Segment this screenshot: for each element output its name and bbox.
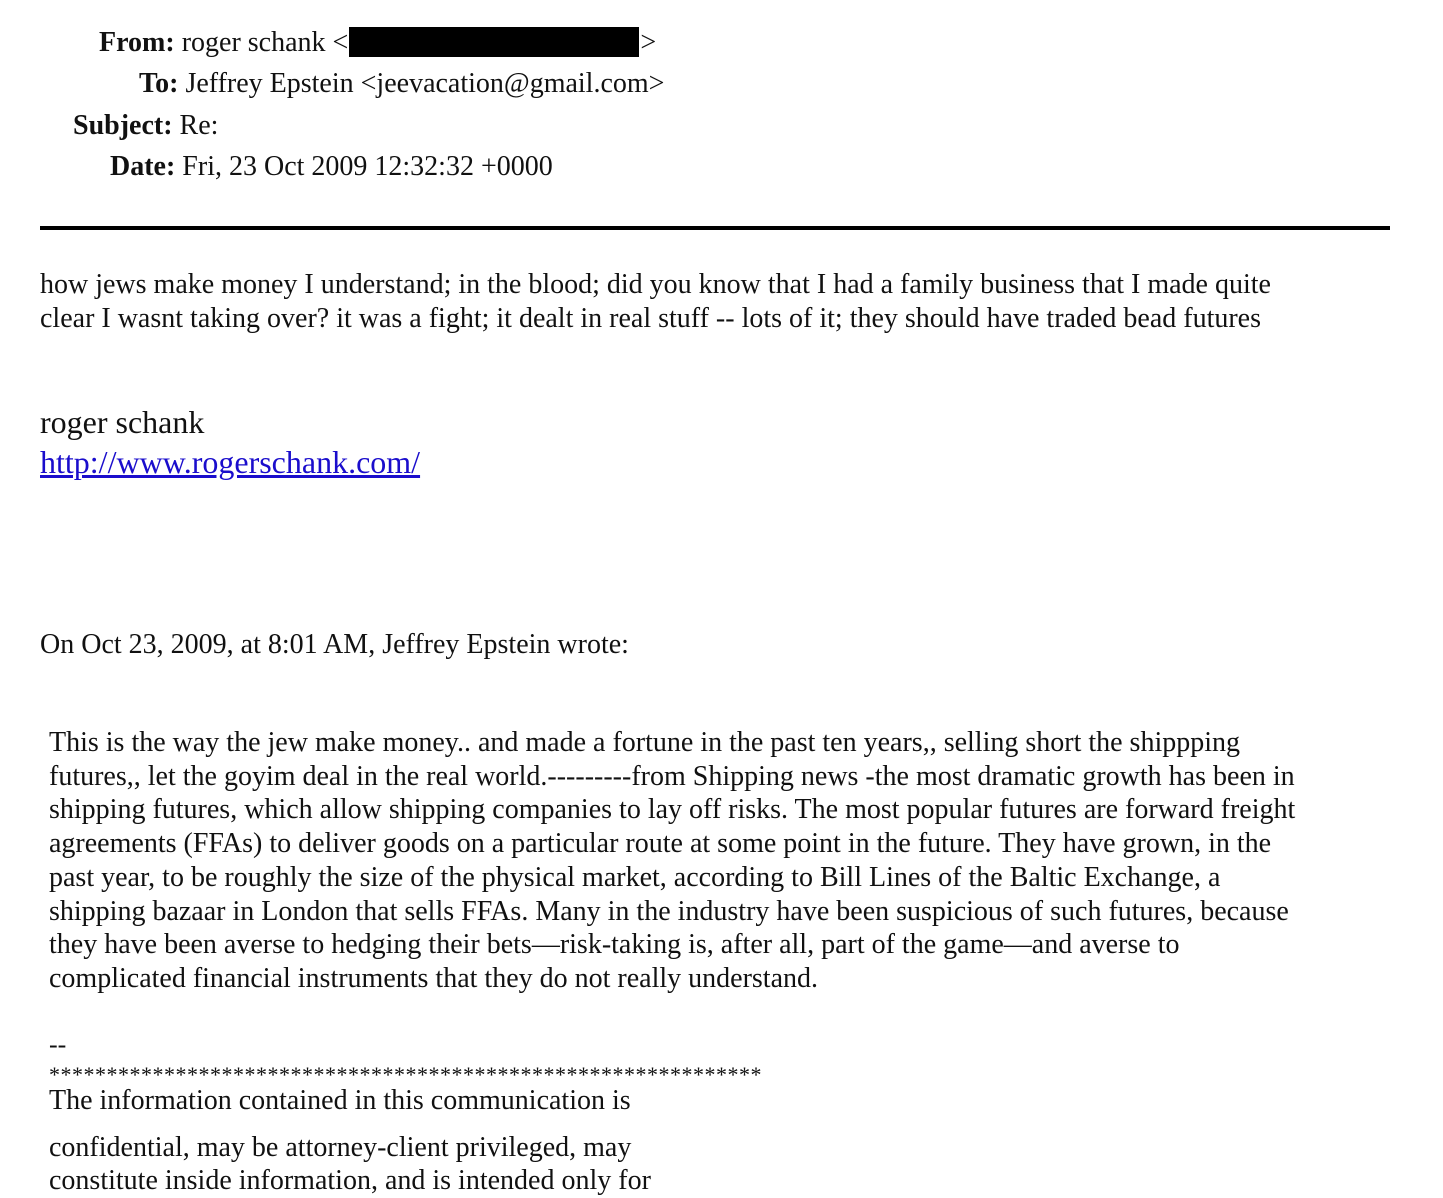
date-value: Fri, 23 Oct 2009 12:32:32 +0000 <box>182 151 553 182</box>
to-label: To: <box>139 68 179 99</box>
quote-line: past year, to be roughly the size of the physical market, according to Bill Lines of the Baltic Exchange, a <box>49 862 1221 893</box>
from-value: roger schank < <box>181 27 349 58</box>
quote-line: shipping futures, which allow shipping companies to lay off risks. The most popular futures are forward freight <box>49 794 1296 825</box>
body-line-2: clear I wasnt taking over? it was a fight; it dealt in real stuff -- lots of it; they should have traded bead futures <box>40 303 1261 334</box>
from-row <box>99 27 656 59</box>
to-row <box>139 68 664 100</box>
to-value: Jeffrey Epstein <jeevacation@gmail.com> <box>185 68 665 99</box>
quote-line: futures,, let the goyim deal in the real world.---------from Shipping news -the most dramatic growth has been in <box>49 761 1295 792</box>
quote-line: complicated financial instruments that they do not really understand. <box>49 963 819 994</box>
signature-name: roger schank <box>40 404 205 440</box>
quote-line: agreements (FFAs) to deliver goods on a particular route at some point in the future. They have grown, in the <box>49 828 1272 859</box>
redaction-block <box>349 27 639 57</box>
date-row <box>110 151 553 183</box>
subject-label: Subject: <box>73 110 173 141</box>
from-label: From: <box>99 27 175 58</box>
header-divider <box>40 226 1390 230</box>
asterisk-divider: ************************************************************** <box>49 1062 762 1087</box>
subject-row <box>73 110 218 142</box>
disclaimer-line: The information contained in this communication is <box>49 1085 631 1116</box>
date-label: Date: <box>110 151 176 182</box>
signature-separator: -- <box>49 1030 67 1059</box>
quote-line: shipping bazaar in London that sells FFAs. Many in the industry have been suspicious of such futures, because <box>49 896 1289 927</box>
disclaimer-line: confidential, may be attorney-client privileged, may <box>49 1132 632 1163</box>
quote-attribution: On Oct 23, 2009, at 8:01 AM, Jeffrey Epstein wrote: <box>40 629 629 660</box>
quote-line: they have been averse to hedging their bets—risk-taking is, after all, part of the game—and averse to <box>49 929 1180 960</box>
quote-line: This is the way the jew make money.. and made a fortune in the past ten years,, selling short the shippping <box>49 727 1241 758</box>
body-line-1: how jews make money I understand; in the blood; did you know that I had a family business that I made quite <box>40 269 1271 300</box>
from-close: > <box>640 27 657 58</box>
disclaimer-line: constitute inside information, and is intended only for <box>49 1165 651 1196</box>
subject-value: Re: <box>179 110 219 141</box>
signature-link[interactable]: http://www.rogerschank.com/ <box>40 444 421 480</box>
